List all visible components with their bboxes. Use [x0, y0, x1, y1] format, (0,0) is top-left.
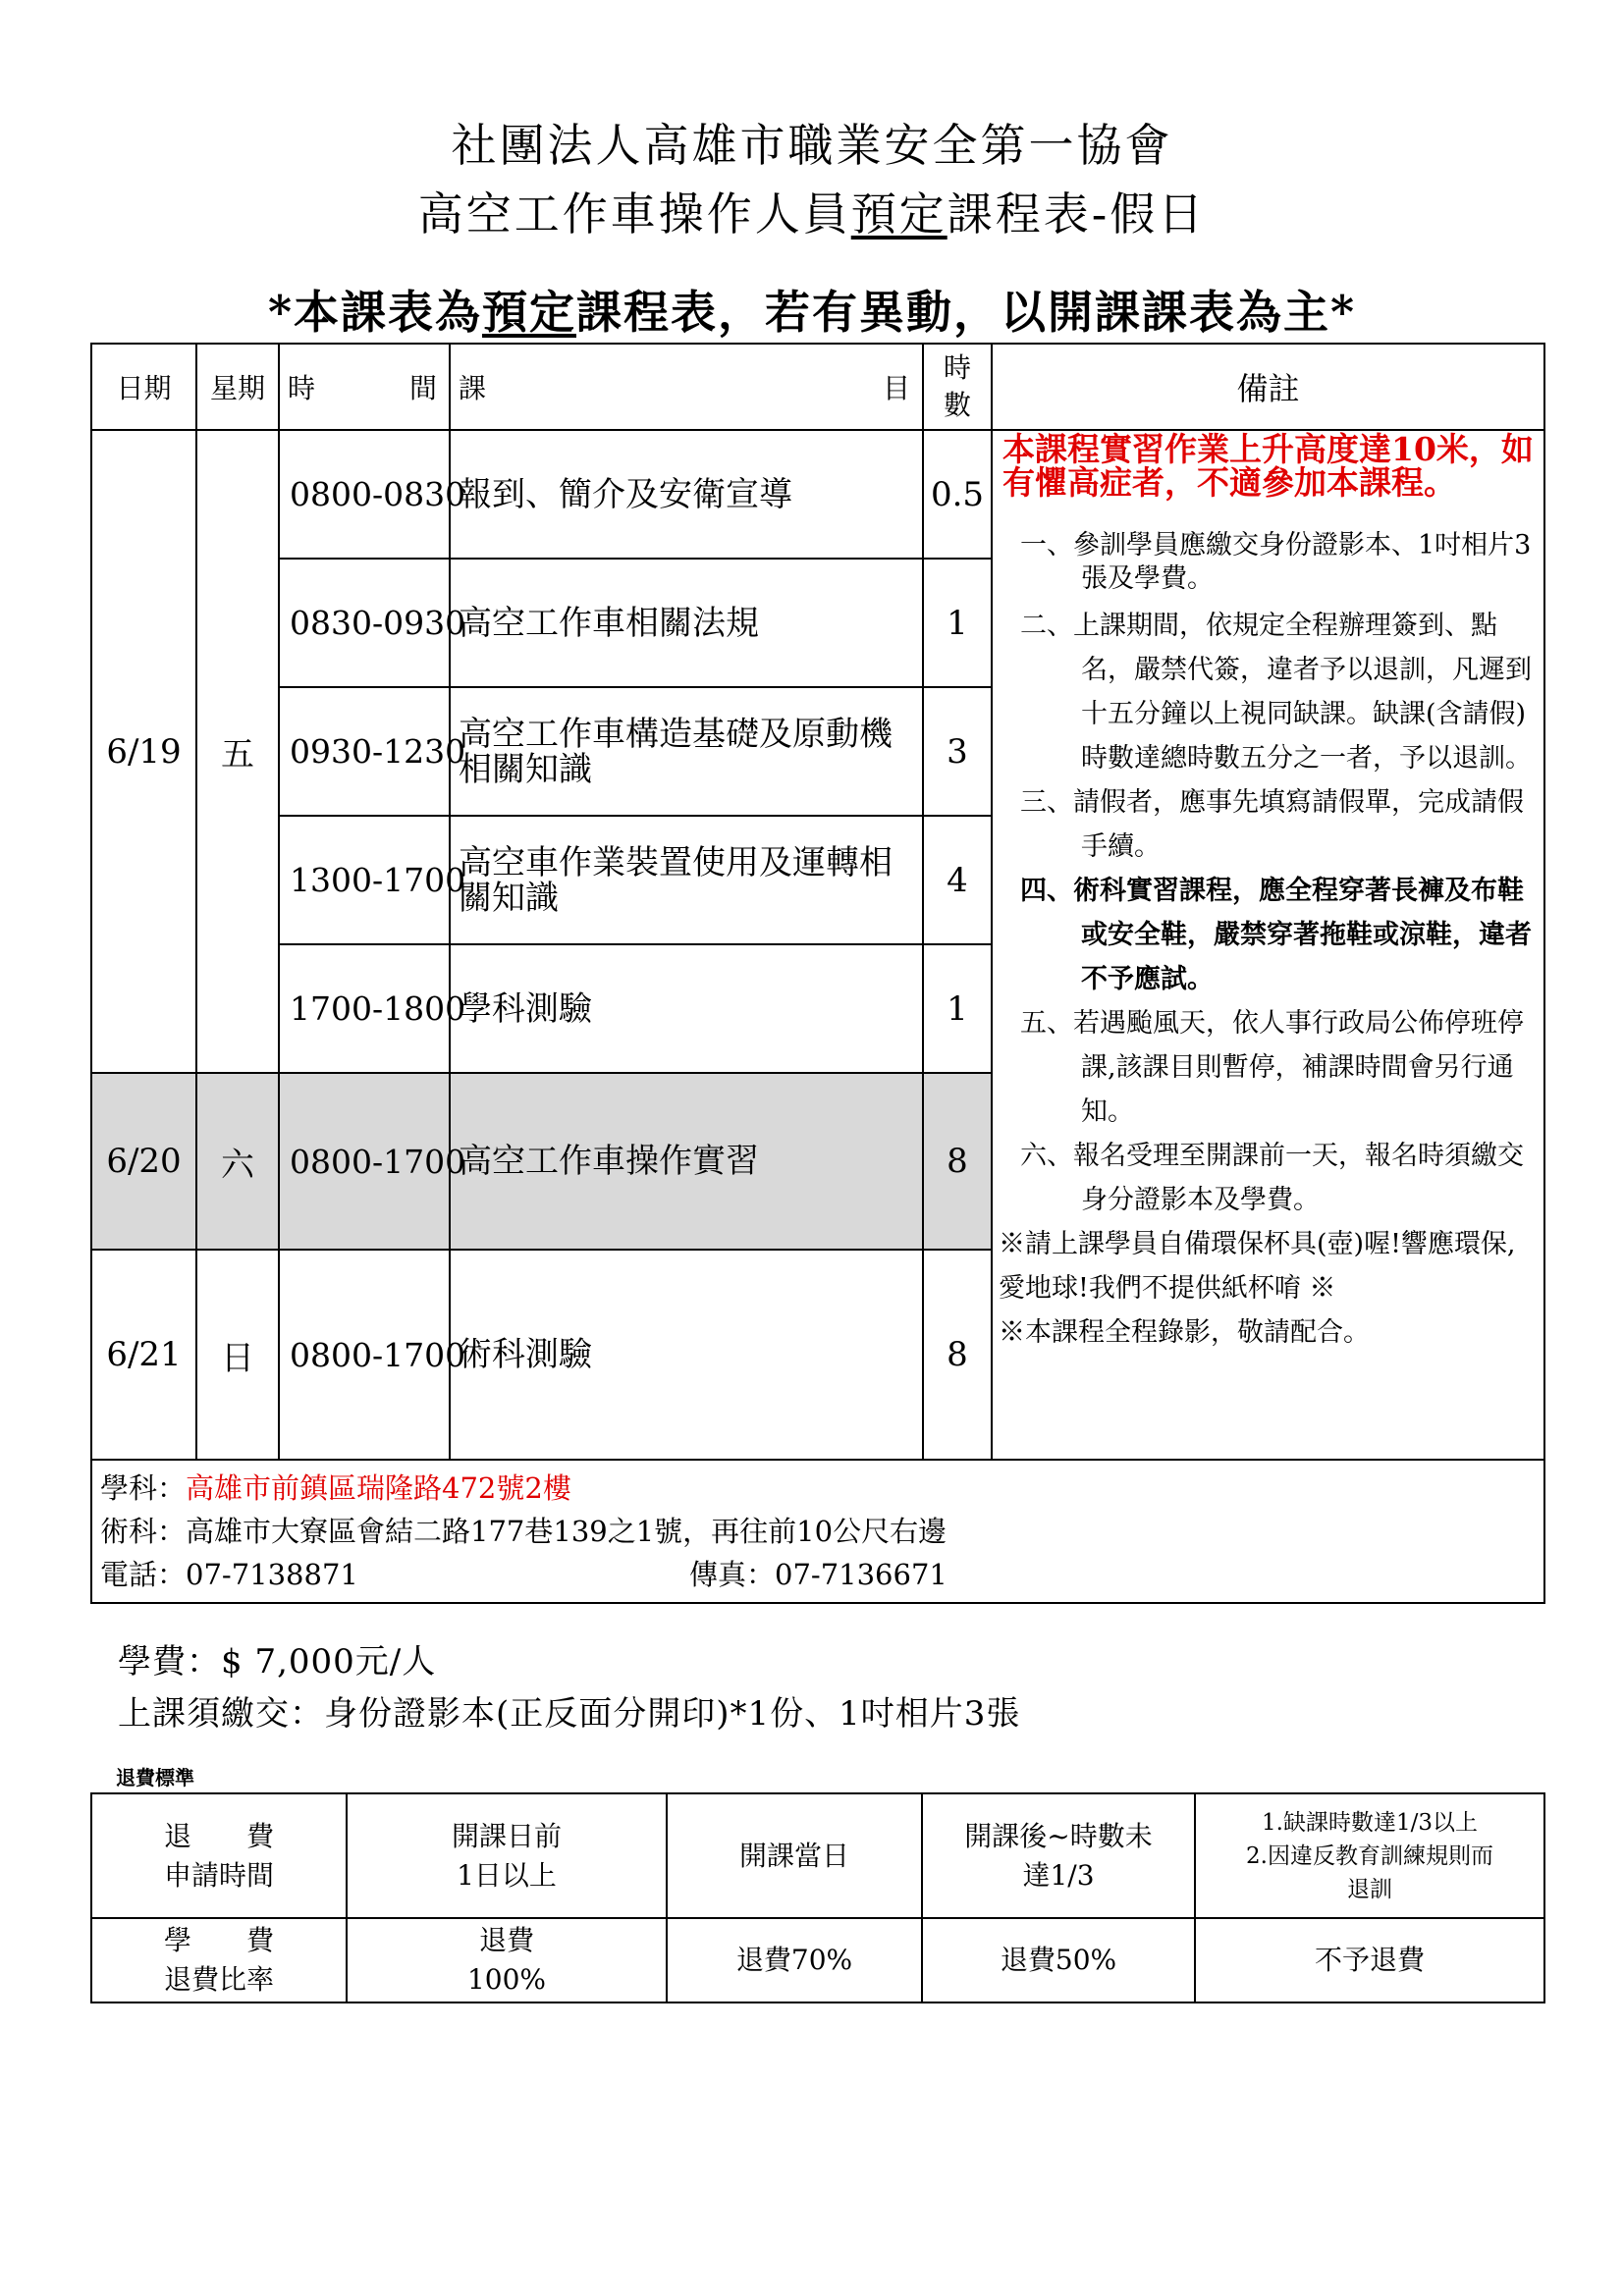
- row-hours: 8: [923, 1073, 992, 1250]
- title-part-a: 高空工作車操作人員: [417, 187, 851, 240]
- note-item: 六、報名受理至開課前一天，報名時須繳交身分證影本及學費。: [1020, 1141, 1524, 1215]
- title-part-b: 課程表-假日: [947, 187, 1207, 240]
- row-date: 6/21: [91, 1250, 196, 1460]
- header-course: 課 目: [450, 344, 923, 430]
- documents-text: 上課須繳交：身份證影本(正反面分開印)*1份、1吋相片3張: [118, 1694, 1021, 1734]
- schedule-table: [90, 343, 1545, 1604]
- row-time: 1300-1700: [279, 816, 450, 944]
- notes-cell: [992, 430, 1544, 1460]
- notice-underlined: 預定: [482, 286, 576, 339]
- height-warning: 本課程實習作業上升高度達10米，如有懼高症者，不適參加本課程。: [1002, 430, 1534, 502]
- refund-head-cell: 開課當日: [667, 1793, 922, 1918]
- note-item: 三、請假者，應事先填寫請假單，完成請假手續。: [1020, 787, 1524, 862]
- row-hours: 4: [923, 816, 992, 944]
- header-time: 時 間: [279, 344, 450, 430]
- refund-head-cell: 開課後~時數未 達1/3: [922, 1793, 1195, 1918]
- row-course: 術科測驗: [450, 1250, 923, 1460]
- refund-rate-cell: 學 費 退費比率: [91, 1918, 347, 2002]
- location-cell: [91, 1460, 1544, 1603]
- note-item: 一、參訓學員應繳交身份證影本、1吋相片3張及學費。: [1020, 530, 1532, 594]
- notice-part-a: *本課表為: [267, 286, 482, 339]
- contact-line: [100, 1553, 1536, 1596]
- row-course: 高空工作車構造基礎及原動機相關知識: [450, 687, 923, 816]
- row-hours: 8: [923, 1250, 992, 1460]
- row-course: 學科測驗: [450, 944, 923, 1073]
- refund-rate-row: [91, 1918, 1544, 2002]
- row-time: 0800-1700: [279, 1073, 450, 1250]
- fax-text: 傳真：07-7136671: [689, 1558, 947, 1591]
- theory-location: 學科：高雄市前鎮區瑞隆路472號2樓: [100, 1471, 571, 1505]
- row-time: 0800-1700: [279, 1250, 450, 1460]
- row-course: 高空工作車操作實習: [450, 1073, 923, 1250]
- schedule-notice: [0, 277, 1624, 342]
- row-date: 6/19: [91, 430, 196, 1073]
- header-notes: 備註: [992, 344, 1544, 430]
- refund-head-cell: 開課日前 1日以上: [347, 1793, 667, 1918]
- row-hours: 1: [923, 944, 992, 1073]
- row-day: 五: [196, 430, 279, 1073]
- tuition-text: 學費：$ 7,000元/人: [118, 1642, 437, 1682]
- row-time: 0830-0930: [279, 559, 450, 687]
- refund-rate-cell: 退費 100%: [347, 1918, 667, 2002]
- header-hours: 時 數: [923, 344, 992, 430]
- row-course: 報到、簡介及安衛宣導: [450, 430, 923, 559]
- row-day: 日: [196, 1250, 279, 1460]
- table-header-row: [91, 344, 1544, 430]
- refund-rate-cell: 不予退費: [1195, 1918, 1544, 2002]
- refund-head-row: [91, 1793, 1544, 1918]
- org-title: 社團法人高雄市職業安全第一協會: [451, 119, 1173, 172]
- title-underlined: 預定: [850, 187, 947, 240]
- row-time: 0800-0830: [279, 430, 450, 559]
- row-day: 六: [196, 1073, 279, 1250]
- row-time: 0930-1230: [279, 687, 450, 816]
- notice-part-b: 課程表，若有異動，以開課課表為主*: [576, 286, 1357, 339]
- header-day: 星期: [196, 344, 279, 430]
- eco-note: ※請上課學員自備環保杯具(壺)喔!響應環保,愛地球!我們不提供紙杯唷 ※: [999, 1229, 1516, 1304]
- phone-text: 電話：07-7138871: [100, 1558, 358, 1591]
- row-hours: 0.5: [923, 430, 992, 559]
- note-item: 二、上課期間，依規定全程辦理簽到、點名，嚴禁代簽，違者予以退訓，凡遲到十五分鐘以上視同缺課。缺課(含請假)時數達總時數五分之一者，予以退訓。: [1020, 611, 1532, 774]
- refund-head-cell: 退 費 申請時間: [91, 1793, 347, 1918]
- practice-location: 術科：高雄市大寮區會結二路177巷139之1號，再往前10公尺右邊: [100, 1515, 947, 1548]
- note-item: 五、若遇颱風天，依人事行政局公佈停班停課,該課目則暫停，補課時間會另行通知。: [1020, 1008, 1524, 1127]
- refund-rate-cell: 退費50%: [922, 1918, 1195, 2002]
- row-course: 高空工作車相關法規: [450, 559, 923, 687]
- recording-note: ※本課程全程錄影，敬請配合。: [999, 1317, 1370, 1348]
- table-row: [91, 430, 1544, 559]
- refund-rate-cell: 退費70%: [667, 1918, 922, 2002]
- refund-head-cell: 1.缺課時數達1/3以上 2.因違反教育訓練規則而 退訓: [1195, 1793, 1544, 1918]
- course-title: [0, 179, 1624, 243]
- refund-table: [90, 1792, 1545, 2003]
- row-hours: 3: [923, 687, 992, 816]
- row-time: 1700-1800: [279, 944, 450, 1073]
- row-date: 6/20: [91, 1073, 196, 1250]
- header-date: 日期: [91, 344, 196, 430]
- row-hours: 1: [923, 559, 992, 687]
- note-item: 四、術科實習課程，應全程穿著長褲及布鞋或安全鞋，嚴禁穿著拖鞋或涼鞋，違者不予應試。: [1020, 876, 1532, 994]
- location-row: [91, 1460, 1544, 1603]
- row-course: 高空車作業裝置使用及運轉相關知識: [450, 816, 923, 944]
- refund-title: 退費標準: [116, 1766, 194, 1789]
